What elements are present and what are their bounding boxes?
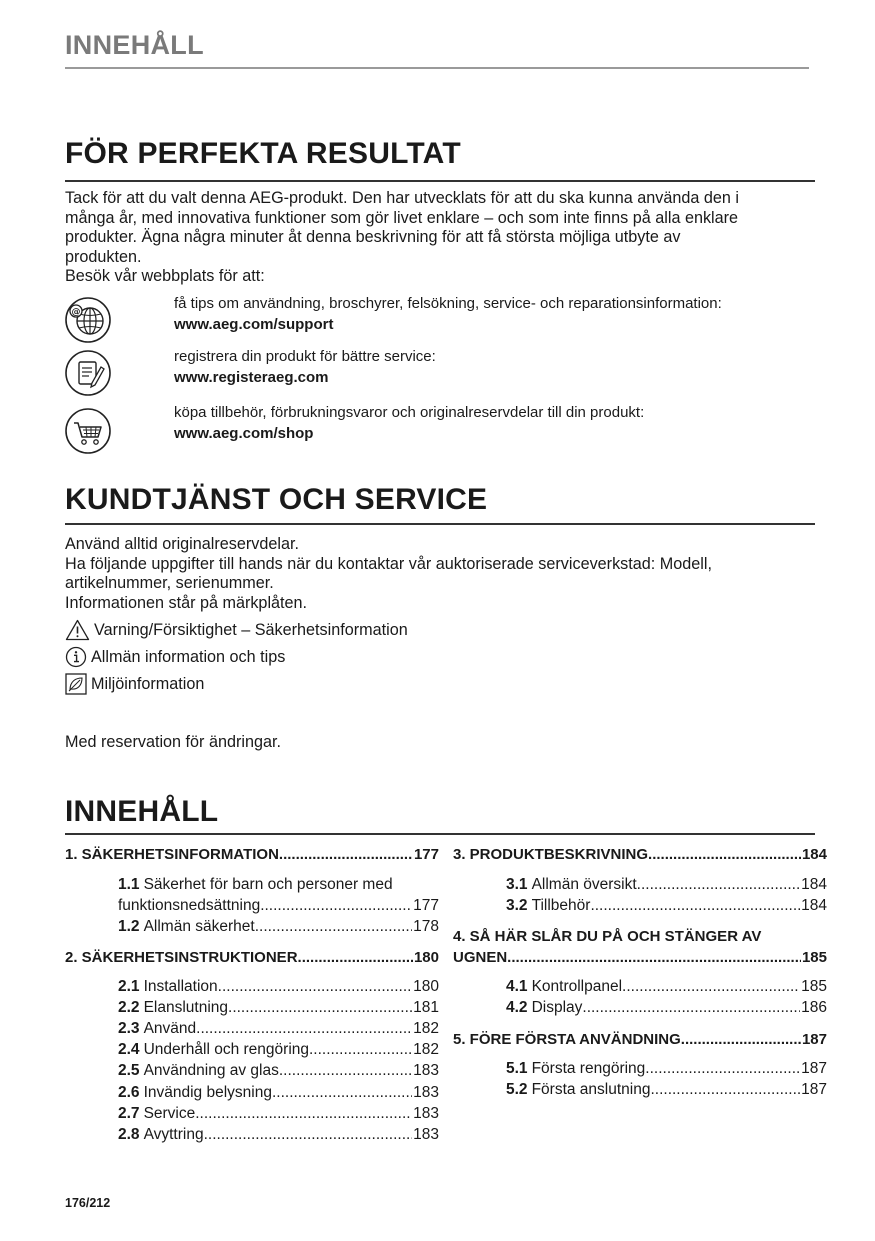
shop-link-block — [174, 402, 644, 444]
register-url[interactable]: www.registeraeg.com — [174, 369, 329, 386]
support-desc: få tips om användning, broschyrer, felsökning, service- och reparationsinformation: — [174, 295, 722, 312]
globe-icon — [65, 297, 111, 343]
toc-page: 183 — [413, 1084, 439, 1101]
toc-page: 184 — [801, 846, 827, 863]
toc-entry-3-2[interactable] — [506, 897, 827, 915]
toc-title: Kontrollpanel — [531, 978, 623, 995]
legend-warning — [65, 619, 408, 641]
legend-warning-text: Varning/Försiktighet – Säkerhetsinformation — [94, 620, 408, 639]
toc-title: 5. FÖRE FÖRSTA ANVÄNDNING — [453, 1031, 681, 1048]
toc-entry-5-2[interactable] — [506, 1081, 827, 1099]
toc-title: funktionsnedsättning — [118, 897, 261, 914]
toc-num: 4.1 — [506, 978, 528, 995]
toc-entry-1-1-line1[interactable] — [118, 876, 393, 894]
legend-environment — [65, 673, 204, 695]
toc-page: 185 — [801, 949, 827, 966]
toc-title: 2. SÄKERHETSINSTRUKTIONER — [65, 949, 298, 966]
toc-entry-2-6[interactable] — [118, 1084, 439, 1102]
toc-entry-4-2[interactable] — [506, 999, 827, 1017]
support-url[interactable]: www.aeg.com/support — [174, 316, 334, 333]
service-heading: KUNDTJÄNST OCH SERVICE — [65, 483, 488, 516]
service-line: Använd alltid originalreservdelar. — [65, 535, 299, 553]
toc-num: 1.2 — [118, 918, 140, 935]
toc-title: Installation — [143, 978, 218, 995]
toc-title: Avyttring — [143, 1126, 204, 1143]
cart-icon — [65, 408, 111, 454]
toc-page: 183 — [413, 1126, 439, 1143]
toc-num: 2.1 — [118, 978, 140, 995]
running-header: INNEHÅLL — [65, 30, 204, 60]
toc-num: 3.2 — [506, 897, 528, 914]
legend-environment-text: Miljöinformation — [91, 674, 205, 693]
toc-entry-2-3[interactable] — [118, 1020, 439, 1038]
toc-title: Display — [531, 999, 583, 1016]
toc-entry-2-5[interactable] — [118, 1062, 439, 1080]
toc-entry-4-line1[interactable] — [453, 928, 761, 945]
register-desc: registrera din produkt för bättre service: — [174, 348, 436, 365]
toc-entry-4-line2[interactable] — [453, 949, 827, 966]
toc-page: 187 — [801, 1031, 827, 1048]
toc-page: 184 — [801, 897, 827, 914]
service-line: Informationen står på märkplåten. — [65, 593, 308, 612]
visit-text: Besök vår webbplats för att: — [65, 267, 265, 286]
toc-page: 183 — [413, 1105, 439, 1122]
toc-page: 180 — [413, 949, 439, 966]
toc-num: 1.1 — [118, 876, 140, 893]
toc-num: 2.5 — [118, 1062, 140, 1079]
info-icon — [65, 646, 87, 668]
service-line: Ha följande uppgifter till hands när du kontaktar vår auktoriserade serviceverkstad: Modell, — [65, 554, 712, 573]
toc-page: 180 — [413, 978, 439, 995]
toc-entry-2[interactable] — [65, 949, 439, 966]
toc-page: 187 — [801, 1081, 827, 1098]
toc-num: 2.2 — [118, 999, 140, 1016]
toc-page: 177 — [413, 846, 439, 863]
legend-info — [65, 646, 285, 668]
toc-num: 2.7 — [118, 1105, 140, 1122]
toc-entry-4-1[interactable] — [506, 978, 827, 996]
support-link-block — [174, 293, 722, 335]
toc-num: 3.1 — [506, 876, 528, 893]
toc-entry-3-1[interactable] — [506, 876, 827, 894]
header-divider — [65, 67, 809, 69]
intro-line: Tack för att du valt denna AEG-produkt. Den har utvecklats för att du ska kunna använda den i — [65, 189, 739, 207]
reservation-text: Med reservation för ändringar. — [65, 733, 281, 751]
toc-title: 4. SÅ HÄR SLÅR DU PÅ OCH STÄNGER AV — [453, 928, 762, 945]
toc-title: Första anslutning — [531, 1081, 651, 1098]
toc-title: Använd — [143, 1020, 197, 1037]
toc-title: Tillbehör — [531, 897, 591, 914]
page-number: 176/212 — [65, 1196, 111, 1210]
toc-num: 2.6 — [118, 1084, 140, 1101]
toc-num: 2.4 — [118, 1041, 140, 1058]
toc-divider — [65, 833, 815, 835]
legend-info-text: Allmän information och tips — [91, 647, 286, 666]
toc-entry-5[interactable] — [453, 1031, 827, 1048]
toc-title: Service — [143, 1105, 196, 1122]
results-divider — [65, 180, 815, 182]
toc-page: 185 — [801, 978, 827, 995]
toc-entry-5-1[interactable] — [506, 1060, 827, 1078]
toc-page: 178 — [413, 918, 439, 935]
toc-entry-2-2[interactable] — [118, 999, 439, 1017]
intro-line: många år, med innovativa funktioner som gör livet enklare – och som inte finns på alla enklare — [65, 208, 739, 227]
toc-title: 3. PRODUKTBESKRIVNING — [453, 846, 649, 863]
toc-entry-1[interactable] — [65, 846, 439, 863]
register-link-block — [174, 346, 436, 388]
toc-page: 181 — [413, 999, 439, 1016]
toc-title: Underhåll och rengöring — [143, 1041, 309, 1058]
toc-page: 186 — [801, 999, 827, 1016]
toc-num: 4.2 — [506, 999, 528, 1016]
toc-entry-2-4[interactable] — [118, 1041, 439, 1059]
toc-num: 2.3 — [118, 1020, 140, 1037]
service-divider — [65, 523, 815, 525]
toc-title: 1. SÄKERHETSINFORMATION — [65, 846, 279, 863]
leaf-icon — [65, 673, 87, 695]
svg-text:@: @ — [71, 307, 81, 318]
toc-title: Allmän säkerhet — [143, 918, 255, 935]
service-line: artikelnummer, serienummer. — [65, 574, 274, 593]
toc-page: 182 — [413, 1020, 439, 1037]
toc-entry-2-7[interactable] — [118, 1105, 439, 1123]
toc-title: Användning av glas — [143, 1062, 279, 1079]
shop-url[interactable]: www.aeg.com/shop — [174, 425, 314, 442]
toc-page: 183 — [413, 1062, 439, 1079]
toc-entry-2-8[interactable] — [118, 1126, 439, 1144]
shop-desc: köpa tillbehör, förbrukningsvaror och originalreservdelar till din produkt: — [174, 404, 645, 421]
toc-page: 177 — [413, 897, 439, 914]
toc-entry-1-2[interactable] — [118, 918, 439, 936]
toc-page: 182 — [413, 1041, 439, 1058]
toc-heading: INNEHÅLL — [65, 795, 219, 828]
toc-entry-3[interactable] — [453, 846, 827, 863]
toc-title: Elanslutning — [143, 999, 229, 1016]
toc-num: 5.2 — [506, 1081, 528, 1098]
results-intro — [65, 189, 815, 287]
intro-line: produkter. Ägna några minuter åt denna beskrivning för att få största möjliga utbyte av — [65, 228, 681, 247]
toc-title: Invändig belysning — [143, 1084, 272, 1101]
toc-page: 184 — [801, 876, 827, 893]
register-icon — [65, 350, 111, 396]
toc-title: Säkerhet för barn och personer med — [143, 876, 393, 893]
toc-entry-1-1-line2[interactable] — [118, 897, 439, 915]
results-heading: FÖR PERFEKTA RESULTAT — [65, 137, 461, 170]
toc-num: 2.8 — [118, 1126, 140, 1143]
warning-icon — [65, 619, 90, 641]
toc-page: 187 — [801, 1060, 827, 1077]
toc-title: Första rengöring — [531, 1060, 646, 1077]
toc-num: 5.1 — [506, 1060, 528, 1077]
service-text — [65, 535, 815, 613]
intro-line: produkten. — [65, 247, 142, 266]
toc-title: Allmän översikt — [531, 876, 637, 893]
toc-title: UGNEN — [453, 949, 508, 966]
toc-entry-2-1[interactable] — [118, 978, 439, 996]
